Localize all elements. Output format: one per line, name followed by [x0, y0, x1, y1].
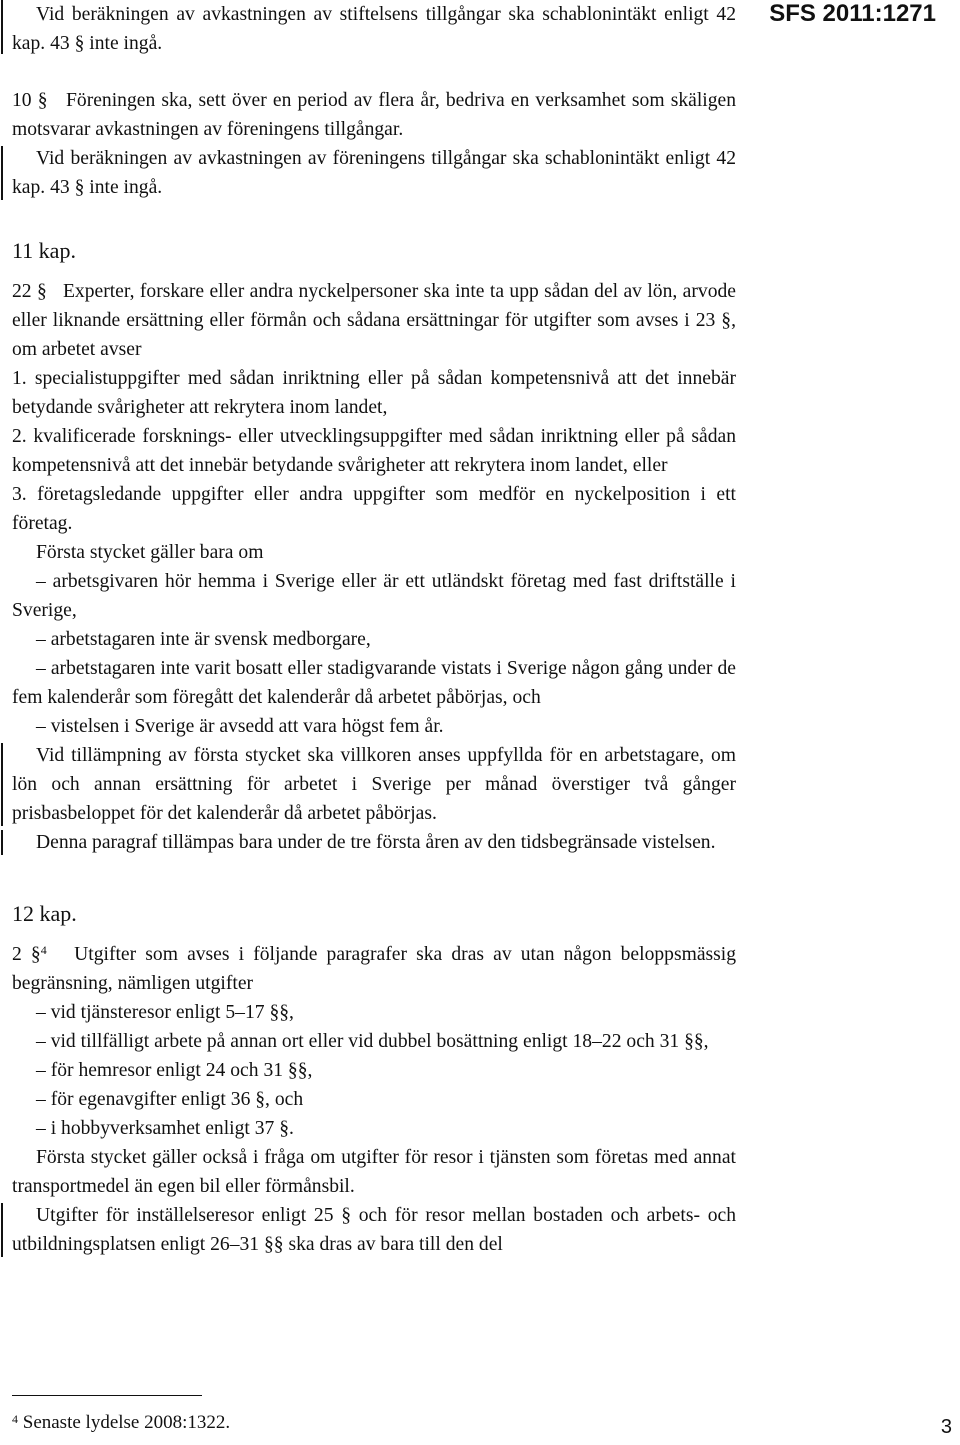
section-number: 10 § — [12, 90, 48, 111]
paragraph: Vid beräkningen av avkastningen av föreningens tillgångar ska schablonintäkt enligt 42 kap. 43 § inte ingå. — [12, 144, 736, 202]
footnote-text: Senaste lydelse 2008:1322. — [22, 1412, 231, 1433]
footnote-number: 4 — [12, 1412, 18, 1426]
paragraph: Utgifter för inställelseresor enligt 25 § och för resor mellan bostaden och arbets- och utbildningsplatsen enligt 26–31 §§ ska dras av bara till den del — [12, 1201, 736, 1259]
section-text: Utgifter som avses i följande paragrafer ska dras av utan någon beloppsmässig begränsning, nämligen utgifter — [12, 944, 737, 994]
section-number: 2 § — [12, 944, 41, 965]
footnote-divider — [12, 1395, 202, 1396]
chapter-heading-12: 12 kap. — [12, 901, 77, 926]
section-2 — [12, 940, 736, 998]
main-text — [12, 0, 736, 1259]
paragraph: Första stycket gäller bara om — [36, 542, 264, 563]
list-item: 2. kvalificerade forsknings- eller utvecklingsuppgifter med sådan inriktning eller på sådan kompetensnivå att det innebär betydande svårigheter att rekrytera inom landet, eller — [12, 426, 736, 476]
dash-item: – arbetstagaren inte varit bosatt eller stadigvarande vistats i Sverige någon gång under de fem kalenderår som föregått det kalenderår då arbetet påbörjas, och — [12, 658, 736, 708]
page-number: 3 — [940, 1416, 952, 1438]
section-22 — [12, 277, 736, 364]
sfs-number: SFS 2011:1271 — [769, 0, 936, 27]
paragraph: Första stycket gäller också i fråga om utgifter för resor i tjänsten som företas med annat transportmedel än egen bil eller förmånsbil. — [12, 1147, 736, 1197]
dash-item: – arbetstagaren inte är svensk medborgare, — [36, 629, 371, 650]
dash-item: – vid tillfälligt arbete på annan ort eller vid dubbel bosättning enligt 18–22 och 31 §§, — [36, 1031, 709, 1052]
dash-item: – för egenavgifter enligt 36 §, och — [36, 1089, 304, 1110]
list-item: 3. företagsledande uppgifter eller andra uppgifter som medför en nyckelposition i ett företag. — [12, 484, 736, 534]
section-10 — [12, 86, 736, 144]
chapter-heading-11: 11 kap. — [12, 238, 76, 263]
dash-item: – arbetsgivaren hör hemma i Sverige eller är ett utländskt företag med fast driftställe i Sverige, — [12, 571, 736, 621]
section-text: Föreningen ska, sett över en period av flera år, bedriva en verksamhet som skäligen motsvarar avkastningen av föreningens tillgångar. — [12, 90, 736, 140]
list-item: 1. specialistuppgifter med sådan inriktning eller på sådan kompetensnivå att det innebär betydande svårigheter att rekrytera inom landet, — [12, 368, 736, 418]
section-text: Experter, forskare eller andra nyckelpersoner ska inte ta upp sådan del av lön, arvode eller liknande ersättning eller förmån och sådana ersättningar för utgifter som avses i 23 §, om arbetet avser — [12, 281, 736, 360]
dash-item: – vid tjänsteresor enligt 5–17 §§, — [36, 1002, 294, 1023]
dash-item: – vistelsen i Sverige är avsedd att vara högst fem år. — [36, 716, 444, 737]
dash-item: – i hobbyverksamhet enligt 37 §. — [36, 1118, 294, 1139]
section-number: 22 § — [12, 281, 47, 302]
paragraph: Denna paragraf tillämpas bara under de tre första åren av den tidsbegränsade vistelsen. — [12, 828, 736, 857]
paragraph: Vid tillämpning av första stycket ska villkoren anses uppfyllda för en arbetstagare, om lön och annan ersättning för arbetet i Sverige per månad överstiger två gånger prisbasbeloppet för det kalenderår då arbetet påbörjas. — [12, 741, 736, 828]
paragraph: Vid beräkningen av avkastningen av stiftelsens tillgångar ska schablonintäkt enligt 42 kap. 43 § inte ingå. — [12, 0, 736, 58]
footnote-reference: 4 — [40, 943, 47, 957]
dash-item: – för hemresor enligt 24 och 31 §§, — [36, 1060, 313, 1081]
footnote — [12, 1410, 230, 1436]
